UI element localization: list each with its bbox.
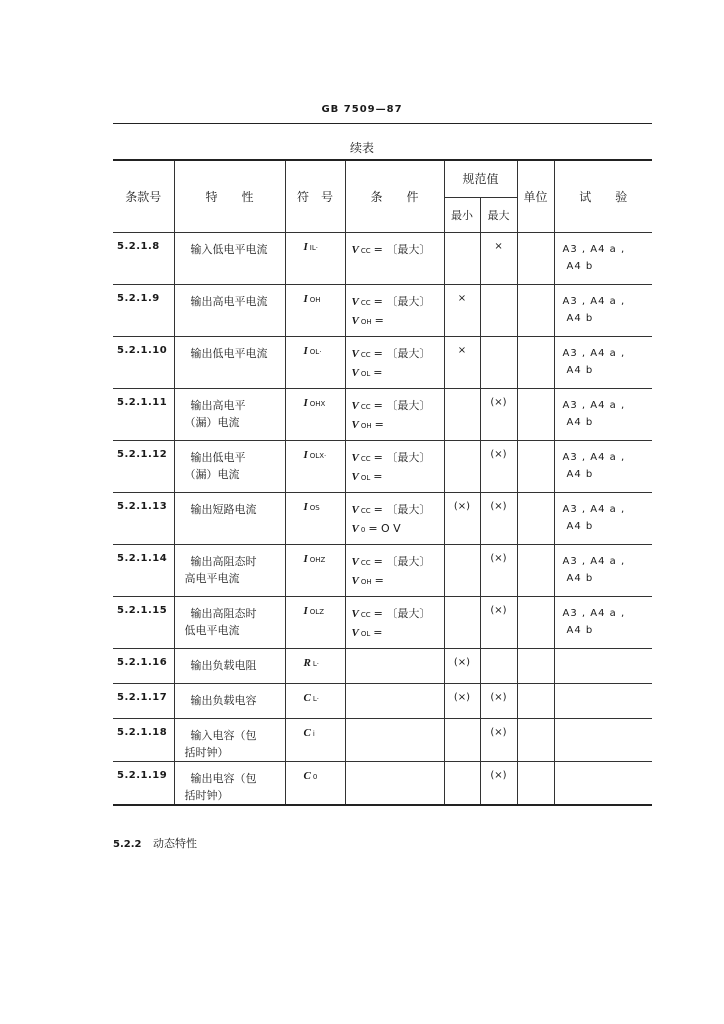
test-line: A4 b <box>566 260 594 272</box>
test-cell <box>554 388 652 440</box>
table-row <box>113 596 652 648</box>
condition-subscript: CC <box>360 350 371 359</box>
clause-number: 5.2.1.19 <box>113 761 174 805</box>
test-line: A3 , A4 a , <box>562 243 626 255</box>
spec-min-cell <box>444 544 480 596</box>
spec-max-cell: (×) <box>480 718 517 761</box>
characteristic-line: 输入低电平电流 <box>190 242 268 256</box>
characteristic-line: 输出低电平 <box>190 450 246 464</box>
symbol-cell <box>285 544 345 596</box>
condition-line <box>352 501 444 520</box>
condition-variable: V <box>351 574 359 587</box>
header-unit: 单位 <box>517 160 554 232</box>
condition-line <box>352 605 444 624</box>
condition-line <box>352 397 444 416</box>
spec-max-cell: (×) <box>480 544 517 596</box>
characteristic-line: 输出高阻态时 <box>190 606 257 620</box>
symbol-subscript: OS <box>309 503 320 512</box>
condition-subscript: OH <box>360 577 372 586</box>
characteristic-cell <box>174 544 285 596</box>
symbol-letter: I <box>303 396 308 409</box>
symbol-cell <box>285 718 345 761</box>
characteristic-cell <box>174 683 285 718</box>
table-row <box>113 544 652 596</box>
table-row <box>113 683 652 718</box>
table-row <box>113 284 652 336</box>
test-cell <box>554 761 652 805</box>
characteristic-line: 输出短路电流 <box>190 502 257 516</box>
unit-cell <box>517 761 554 805</box>
test-line: A3 , A4 a , <box>562 451 626 463</box>
condition-variable: V <box>351 399 359 412</box>
characteristic-line: 输出电容（包 <box>190 771 257 785</box>
symbol-letter: I <box>303 344 308 357</box>
characteristic-line: 输出高阻态时 <box>190 554 257 568</box>
symbol-subscript: OH <box>309 295 321 304</box>
characteristic-line: 括时钟） <box>184 745 229 759</box>
symbol-letter: C <box>303 769 311 782</box>
characteristic-line: 输出低电平电流 <box>190 346 268 360</box>
unit-cell <box>517 388 554 440</box>
header-rule <box>113 123 652 124</box>
characteristic-cell <box>174 718 285 761</box>
test-cell <box>554 232 652 284</box>
test-cell <box>554 596 652 648</box>
symbol-letter: I <box>303 240 308 253</box>
clause-number: 5.2.1.18 <box>113 718 174 761</box>
condition-variable: V <box>351 347 359 360</box>
condition-line <box>352 624 444 643</box>
spec-max-cell <box>480 336 517 388</box>
unit-cell <box>517 718 554 761</box>
conditions-cell <box>345 388 444 440</box>
unit-cell <box>517 544 554 596</box>
condition-variable: V <box>351 470 359 483</box>
unit-cell <box>517 336 554 388</box>
condition-subscript: CC <box>360 454 371 463</box>
header-conditions: 条 件 <box>345 160 444 232</box>
conditions-cell <box>345 761 444 805</box>
condition-line <box>352 345 444 364</box>
test-cell <box>554 284 652 336</box>
condition-value: = 〔最大〕 <box>373 242 431 256</box>
conditions-cell <box>345 648 444 683</box>
test-line: A4 b <box>566 468 594 480</box>
symbol-subscript: 0 <box>312 772 318 781</box>
condition-value: = 〔最大〕 <box>373 502 431 516</box>
condition-line <box>352 449 444 468</box>
condition-variable: V <box>351 503 359 516</box>
characteristic-line: 低电平电流 <box>184 623 240 637</box>
symbol-cell <box>285 232 345 284</box>
condition-variable: V <box>351 418 359 431</box>
symbol-letter: I <box>303 500 308 513</box>
unit-cell <box>517 232 554 284</box>
condition-subscript: CC <box>360 610 371 619</box>
condition-subscript: CC <box>360 506 371 515</box>
table-row <box>113 440 652 492</box>
condition-subscript: 0 <box>360 525 366 534</box>
clause-number: 5.2.1.13 <box>113 492 174 544</box>
condition-variable: V <box>351 295 359 308</box>
conditions-cell <box>345 440 444 492</box>
test-cell <box>554 544 652 596</box>
symbol-cell <box>285 336 345 388</box>
condition-value: = 〔最大〕 <box>373 450 431 464</box>
spec-table <box>113 159 652 806</box>
condition-value: = O V <box>368 521 401 535</box>
header-characteristic: 特 性 <box>174 160 285 232</box>
spec-max-cell: (×) <box>480 492 517 544</box>
test-line: A3 , A4 a , <box>562 555 626 567</box>
header-symbol: 符 号 <box>285 160 345 232</box>
condition-variable: V <box>351 522 359 535</box>
symbol-letter: C <box>303 726 311 739</box>
table-body <box>113 232 652 805</box>
condition-subscript: OH <box>360 421 372 430</box>
test-line: A4 b <box>566 624 594 636</box>
symbol-cell <box>285 284 345 336</box>
conditions-cell <box>345 232 444 284</box>
section-number: 5.2.2 <box>113 839 142 850</box>
characteristic-cell <box>174 440 285 492</box>
test-cell <box>554 718 652 761</box>
spec-min-cell <box>444 232 480 284</box>
test-cell <box>554 648 652 683</box>
characteristic-cell <box>174 596 285 648</box>
spec-min-cell: × <box>444 336 480 388</box>
symbol-cell <box>285 683 345 718</box>
test-line: A4 b <box>566 416 594 428</box>
condition-value: = <box>374 313 384 327</box>
spec-max-cell: × <box>480 232 517 284</box>
characteristic-line: （漏）电流 <box>184 467 240 481</box>
clause-number: 5.2.1.12 <box>113 440 174 492</box>
unit-cell <box>517 648 554 683</box>
condition-subscript: CC <box>360 402 371 411</box>
characteristic-line: （漏）电流 <box>184 415 240 429</box>
test-line: A4 b <box>566 312 594 324</box>
test-cell <box>554 492 652 544</box>
table-row <box>113 492 652 544</box>
condition-line <box>352 312 444 331</box>
symbol-letter: I <box>303 292 308 305</box>
table-row <box>113 648 652 683</box>
condition-subscript: OH <box>360 317 372 326</box>
conditions-cell <box>345 596 444 648</box>
clause-number: 5.2.1.15 <box>113 596 174 648</box>
condition-line <box>352 364 444 383</box>
condition-value: = 〔最大〕 <box>373 294 431 308</box>
header-min: 最小 <box>444 197 480 232</box>
condition-value: = 〔最大〕 <box>373 398 431 412</box>
symbol-cell <box>285 761 345 805</box>
condition-variable: V <box>351 626 359 639</box>
clause-number: 5.2.1.16 <box>113 648 174 683</box>
symbol-cell <box>285 648 345 683</box>
test-line: A3 , A4 a , <box>562 607 626 619</box>
symbol-subscript: OHZ <box>309 555 326 564</box>
header-spec-value: 规范值 <box>444 160 517 197</box>
symbol-subscript: OHX <box>309 399 326 408</box>
characteristic-line: 输出负载电容 <box>190 693 257 707</box>
characteristic-line: 输出高电平电流 <box>190 294 268 308</box>
condition-variable: V <box>351 607 359 620</box>
spec-max-cell: (×) <box>480 388 517 440</box>
symbol-subscript: OL· <box>309 347 322 356</box>
spec-min-cell <box>444 440 480 492</box>
condition-line <box>352 553 444 572</box>
conditions-cell <box>345 683 444 718</box>
spec-min-cell: (×) <box>444 648 480 683</box>
clause-number: 5.2.1.17 <box>113 683 174 718</box>
clause-number: 5.2.1.11 <box>113 388 174 440</box>
test-line: A4 b <box>566 364 594 376</box>
symbol-letter: I <box>303 604 308 617</box>
symbol-subscript: OLZ <box>309 607 324 616</box>
conditions-cell <box>345 336 444 388</box>
condition-line <box>352 520 444 539</box>
section-heading <box>113 835 197 851</box>
condition-line <box>352 468 444 487</box>
spec-max-cell: (×) <box>480 683 517 718</box>
symbol-subscript: i <box>312 729 315 738</box>
unit-cell <box>517 596 554 648</box>
condition-line <box>352 241 444 260</box>
condition-line <box>352 416 444 435</box>
spec-max-cell: (×) <box>480 596 517 648</box>
condition-value: = <box>374 573 384 587</box>
condition-subscript: CC <box>360 246 371 255</box>
test-line: A4 b <box>566 520 594 532</box>
characteristic-cell <box>174 492 285 544</box>
unit-cell <box>517 284 554 336</box>
test-cell <box>554 336 652 388</box>
condition-subscript: CC <box>360 298 371 307</box>
characteristic-line: 高电平电流 <box>184 571 240 585</box>
characteristic-line: 输出负载电阻 <box>190 658 257 672</box>
spec-max-cell <box>480 648 517 683</box>
condition-subscript: OL <box>360 629 371 638</box>
test-line: A3 , A4 a , <box>562 347 626 359</box>
spec-max-cell <box>480 284 517 336</box>
spec-min-cell <box>444 718 480 761</box>
condition-value: = 〔最大〕 <box>373 346 431 360</box>
spec-min-cell <box>444 388 480 440</box>
symbol-cell <box>285 440 345 492</box>
symbol-subscript: L· <box>312 694 319 703</box>
test-cell <box>554 440 652 492</box>
condition-subscript: OL <box>360 473 371 482</box>
clause-number: 5.2.1.14 <box>113 544 174 596</box>
header-max: 最大 <box>480 197 517 232</box>
symbol-subscript: OLX· <box>309 451 327 460</box>
symbol-cell <box>285 596 345 648</box>
characteristic-cell <box>174 284 285 336</box>
spec-min-cell <box>444 596 480 648</box>
document-header: GB 7509—87 <box>321 104 403 115</box>
unit-cell <box>517 683 554 718</box>
condition-variable: V <box>351 366 359 379</box>
unit-cell <box>517 440 554 492</box>
test-line: A3 , A4 a , <box>562 503 626 515</box>
characteristic-cell <box>174 388 285 440</box>
header-test: 试 验 <box>554 160 652 232</box>
conditions-cell <box>345 718 444 761</box>
test-cell <box>554 683 652 718</box>
table-row <box>113 232 652 284</box>
condition-value: = <box>373 365 383 379</box>
clause-number: 5.2.1.9 <box>113 284 174 336</box>
table-row <box>113 761 652 805</box>
condition-value: = 〔最大〕 <box>373 554 431 568</box>
symbol-letter: R <box>303 656 311 669</box>
unit-cell <box>517 492 554 544</box>
section-title-text: 动态特性 <box>152 837 197 850</box>
condition-value: = <box>374 417 384 431</box>
table-row <box>113 718 652 761</box>
characteristic-cell <box>174 648 285 683</box>
condition-line <box>352 293 444 312</box>
symbol-cell <box>285 492 345 544</box>
spec-max-cell: (×) <box>480 440 517 492</box>
spec-min-cell: (×) <box>444 492 480 544</box>
table-row <box>113 388 652 440</box>
symbol-cell <box>285 388 345 440</box>
spec-min-cell: (×) <box>444 683 480 718</box>
conditions-cell <box>345 544 444 596</box>
condition-subscript: CC <box>360 558 371 567</box>
characteristic-cell <box>174 232 285 284</box>
condition-value: = 〔最大〕 <box>373 606 431 620</box>
condition-variable: V <box>351 314 359 327</box>
test-line: A3 , A4 a , <box>562 295 626 307</box>
characteristic-cell <box>174 761 285 805</box>
spec-min-cell: × <box>444 284 480 336</box>
symbol-subscript: L· <box>312 659 319 668</box>
symbol-letter: C <box>303 691 311 704</box>
characteristic-line: 括时钟） <box>184 788 229 802</box>
spec-min-cell <box>444 761 480 805</box>
clause-number: 5.2.1.8 <box>113 232 174 284</box>
spec-max-cell: (×) <box>480 761 517 805</box>
condition-value: = <box>373 469 383 483</box>
characteristic-cell <box>174 336 285 388</box>
condition-variable: V <box>351 451 359 464</box>
symbol-letter: I <box>303 448 308 461</box>
condition-line <box>352 572 444 591</box>
conditions-cell <box>345 284 444 336</box>
table-row <box>113 336 652 388</box>
header-clause: 条款号 <box>113 160 174 232</box>
condition-variable: V <box>351 555 359 568</box>
table-caption: 续表 <box>349 141 374 155</box>
characteristic-line: 输出高电平 <box>190 398 246 412</box>
table-header <box>113 160 652 232</box>
test-line: A3 , A4 a , <box>562 399 626 411</box>
condition-variable: V <box>351 243 359 256</box>
test-line: A4 b <box>566 572 594 584</box>
condition-subscript: OL <box>360 369 371 378</box>
characteristic-line: 输入电容（包 <box>190 728 257 742</box>
clause-number: 5.2.1.10 <box>113 336 174 388</box>
condition-value: = <box>373 625 383 639</box>
conditions-cell <box>345 492 444 544</box>
symbol-letter: I <box>303 552 308 565</box>
symbol-subscript: IL· <box>309 243 318 252</box>
